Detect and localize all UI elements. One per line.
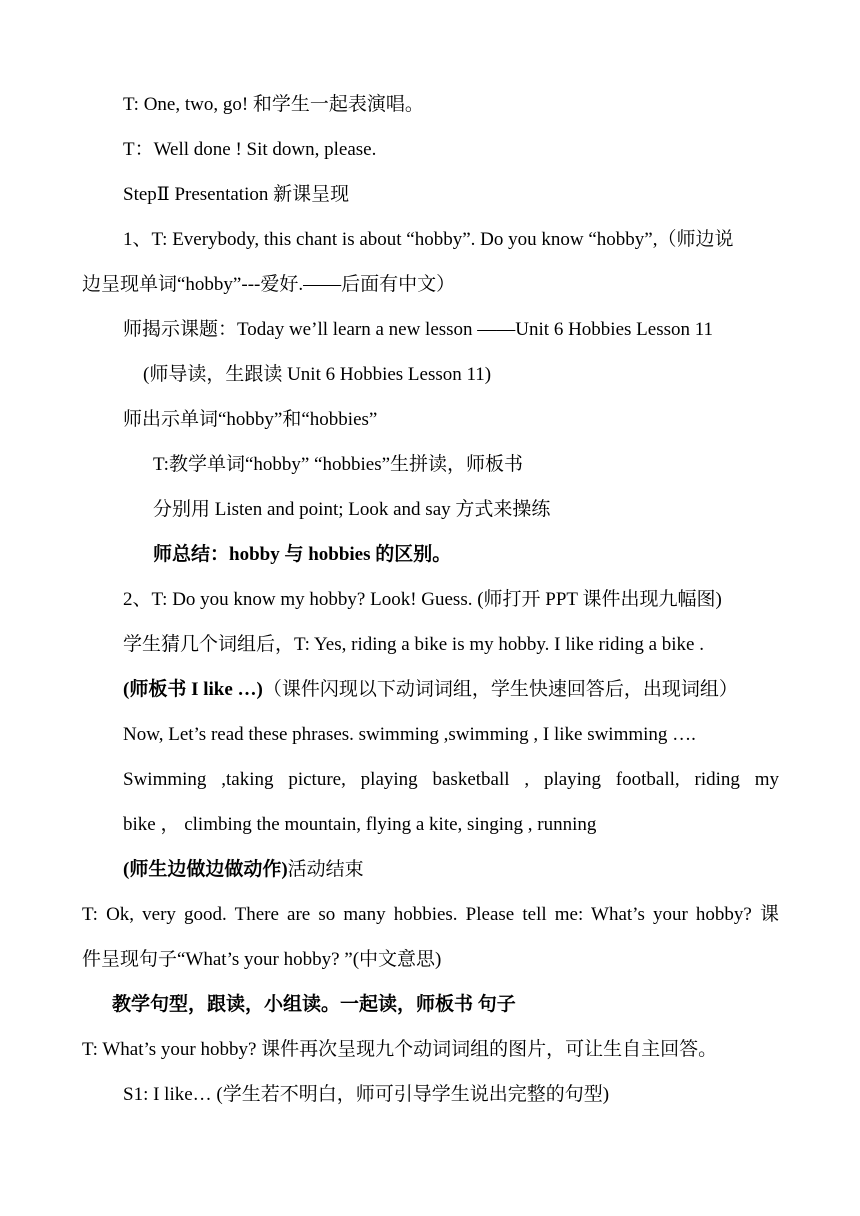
text-line-14 (123, 678, 738, 702)
text-line-5: 边呈现单词“hobby”---爱好.——后面有中文） (82, 274, 456, 295)
board-note-followup: （课件闪现以下动词词组，学生快速回答后，出现词组） (262, 679, 738, 700)
text-line-4: 1、T: Everybody, this chant is about “hobby”. Do you know “hobby”,（师边说 (123, 229, 734, 250)
text-line-21: 教学句型，跟读，小组读。一起读，师板书 句子 (112, 994, 516, 1015)
text-line-11: 师总结：hobby 与 hobbies 的区别。 (153, 544, 452, 565)
text-line-17: bike ， climbing the mountain, flying a kite, singing , running (123, 814, 597, 835)
action-note: (师生边做边做动作) (123, 859, 288, 880)
text-line-6: 师揭示课题：Today we’ll learn a new lesson ——Unit 6 Hobbies Lesson 11 (123, 319, 714, 340)
text-line-18 (123, 858, 364, 882)
text-line-22: T: What’s your hobby? 课件再次呈现九个动词词组的图片，可让生自主回答。 (82, 1039, 718, 1060)
text-line-20: 件呈现句子“What’s your hobby? ”(中文意思) (82, 949, 442, 970)
text-line-16: Swimming ,taking picture, playing basketball , playing football, riding my (123, 769, 779, 790)
text-line-8: 师出示单词“hobby”和“hobbies” (123, 409, 378, 430)
text-line-19: T: Ok, very good. There are so many hobbies. Please tell me: What’s your hobby? 课 (82, 904, 779, 925)
text-line-7: (师导读，生跟读 Unit 6 Hobbies Lesson 11) (143, 364, 492, 385)
text-line-23: S1: I like… (学生若不明白，师可引导学生说出完整的句型) (123, 1084, 610, 1105)
board-note: (师板书 I like …) (123, 679, 263, 700)
text-line-1: T: One, two, go! 和学生一起表演唱。 (123, 94, 424, 115)
text-line-9: T:教学单词“hobby” “hobbies”生拼读，师板书 (153, 454, 524, 475)
text-line-3: StepⅡ Presentation 新课呈现 (123, 184, 350, 205)
text-line-12: 2、T: Do you know my hobby? Look! Guess. (师打开 PPT 课件出现九幅图) (123, 589, 722, 610)
text-line-2: T：Well done ! Sit down, please. (123, 139, 377, 160)
text-line-15: Now, Let’s read these phrases. swimming ,swimming , I like swimming …. (123, 724, 696, 745)
action-note-end: 活动结束 (287, 859, 364, 880)
text-line-10: 分别用 Listen and point; Look and say 方式来操练 (153, 499, 551, 520)
text-line-13: 学生猜几个词组后，T: Yes, riding a bike is my hobby. I like riding a bike . (123, 634, 704, 655)
